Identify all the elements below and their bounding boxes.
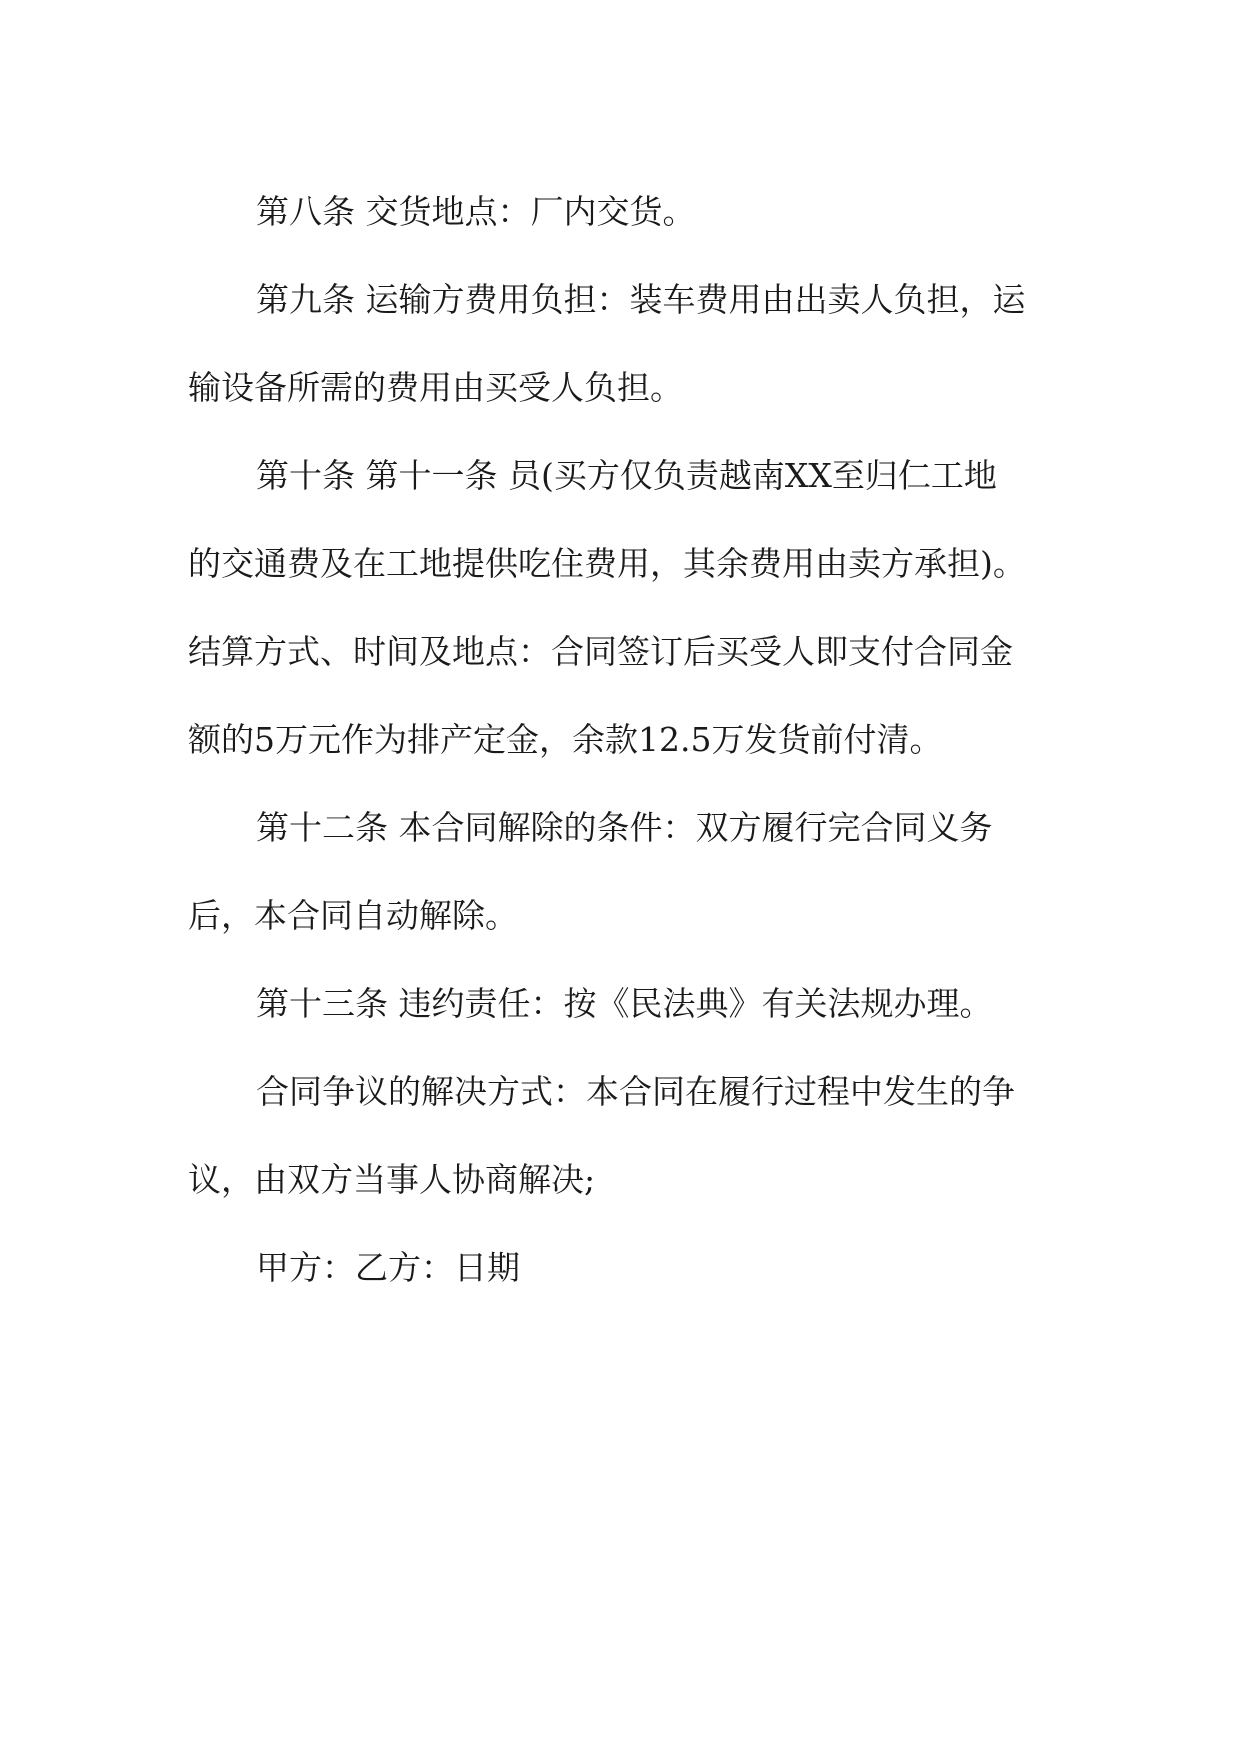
settlement-line-2: 额的5万元作为排产定金，余款12.5万发货前付清。 [188,720,943,759]
article-12-line-1: 第十二条 本合同解除的条件：双方履行完合同义务 [256,808,993,847]
article-12-line-2: 后，本合同自动解除。 [188,896,518,935]
article-8-line: 第八条 交货地点：厂内交货。 [256,192,696,231]
article-9-line-1: 第九条 运输方费用负担：装车费用由出卖人负担，运 [256,280,1026,319]
signature-line: 甲方：乙方：日期 [256,1248,520,1287]
article-13-line: 第十三条 违约责任：按《民法典》有关法规办理。 [256,984,993,1023]
dispute-line-1: 合同争议的解决方式：本合同在履行过程中发生的争 [256,1072,1015,1111]
settlement-line-1: 结算方式、时间及地点：合同签订后买受人即支付合同金 [188,632,1013,671]
document-body [188,168,1048,1312]
article-9-line-2: 输设备所需的费用由买受人负担。 [188,368,683,407]
article-10-11-line-2: 的交通费及在工地提供吃住费用，其余费用由卖方承担)。 [188,544,1026,583]
article-10-11-line-1: 第十条 第十一条 员(买方仅负责越南XX至归仁工地 [256,456,997,495]
dispute-line-2: 议，由双方当事人协商解决; [188,1160,596,1199]
